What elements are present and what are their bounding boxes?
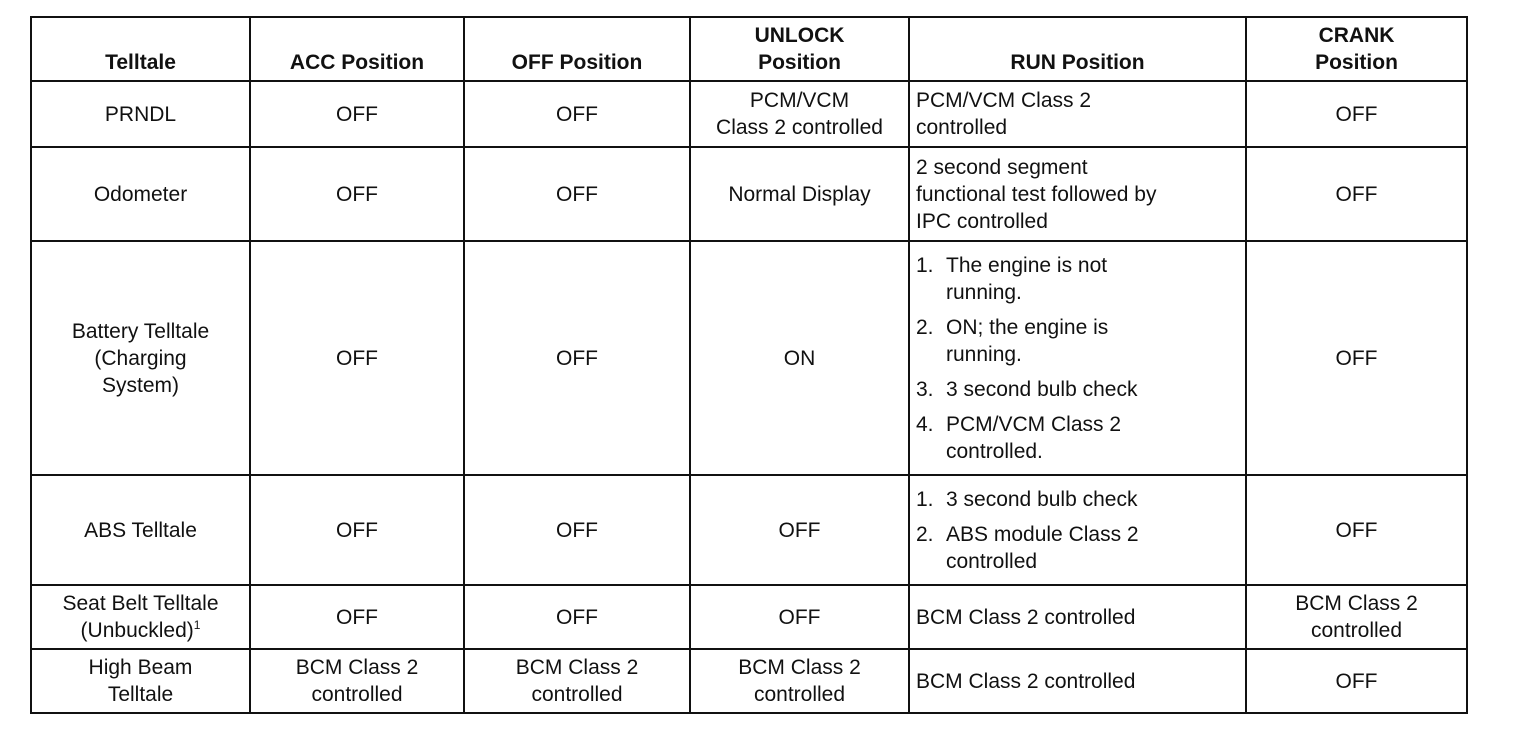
cell-unlock: OFF: [690, 585, 909, 649]
cell-run: BCM Class 2 controlled: [909, 585, 1246, 649]
list-item: 2. ABS module Class 2 controlled: [916, 522, 1139, 573]
list-item: 3. 3 second bulb check: [916, 377, 1138, 401]
cell-telltale: ABS Telltale: [31, 475, 250, 585]
header-acc-position: ACC Position: [250, 17, 464, 81]
cell-run: [909, 241, 1246, 475]
header-unlock-position: UNLOCK Position: [690, 17, 909, 81]
run-steps-list: [916, 486, 1241, 575]
cell-unlock: ON: [690, 241, 909, 475]
cell-acc: OFF: [250, 475, 464, 585]
footnote-marker: 1: [193, 618, 201, 632]
cell-telltale: Odometer: [31, 147, 250, 241]
table-row-seat-belt-telltale: [31, 585, 1467, 649]
list-item: 1. The engine is not running.: [916, 253, 1108, 304]
table-row-high-beam-telltale: [31, 649, 1467, 713]
cell-crank: BCM Class 2 controlled: [1246, 585, 1467, 649]
cell-crank: OFF: [1246, 81, 1467, 147]
cell-unlock: BCM Class 2 controlled: [690, 649, 909, 713]
cell-unlock: Normal Display: [690, 147, 909, 241]
table-row-abs-telltale: [31, 475, 1467, 585]
cell-off: OFF: [464, 147, 690, 241]
table-row-prndl: [31, 81, 1467, 147]
cell-run: PCM/VCM Class 2 controlled: [909, 81, 1246, 147]
cell-unlock: OFF: [690, 475, 909, 585]
list-item: 2. ON; the engine is running.: [916, 315, 1109, 366]
header-off-position: OFF Position: [464, 17, 690, 81]
cell-telltale: Battery Telltale (Charging System): [31, 241, 250, 475]
cell-crank: OFF: [1246, 475, 1467, 585]
header-run-position: RUN Position: [909, 17, 1246, 81]
cell-telltale: High Beam Telltale: [31, 649, 250, 713]
cell-off: OFF: [464, 241, 690, 475]
cell-crank: OFF: [1246, 241, 1467, 475]
cell-off: OFF: [464, 475, 690, 585]
run-steps-list: [916, 252, 1241, 465]
cell-telltale: PRNDL: [31, 81, 250, 147]
cell-run: 2 second segment functional test followed by IPC controlled: [909, 147, 1246, 241]
cell-off: OFF: [464, 585, 690, 649]
cell-crank: OFF: [1246, 649, 1467, 713]
cell-run: BCM Class 2 controlled: [909, 649, 1246, 713]
cell-off: BCM Class 2 controlled: [464, 649, 690, 713]
telltale-position-table: [30, 16, 1468, 714]
cell-telltale: Seat Belt Telltale (Unbuckled)$^1$: [31, 585, 250, 649]
cell-acc: BCM Class 2 controlled: [250, 649, 464, 713]
cell-run: [909, 475, 1246, 585]
cell-acc: OFF: [250, 81, 464, 147]
table-row-odometer: [31, 147, 1467, 241]
cell-off: OFF: [464, 81, 690, 147]
header-row: [31, 17, 1467, 81]
header-telltale: Telltale: [31, 17, 250, 81]
cell-acc: OFF: [250, 585, 464, 649]
cell-crank: OFF: [1246, 147, 1467, 241]
header-crank-position: CRANK Position: [1246, 17, 1467, 81]
list-item: 1. 3 second bulb check: [916, 487, 1138, 511]
cell-unlock: PCM/VCM Class 2 controlled: [690, 81, 909, 147]
list-item: 4. PCM/VCM Class 2 controlled.: [916, 412, 1122, 463]
table-row-battery-telltale: [31, 241, 1467, 475]
cell-acc: OFF: [250, 147, 464, 241]
cell-acc: OFF: [250, 241, 464, 475]
